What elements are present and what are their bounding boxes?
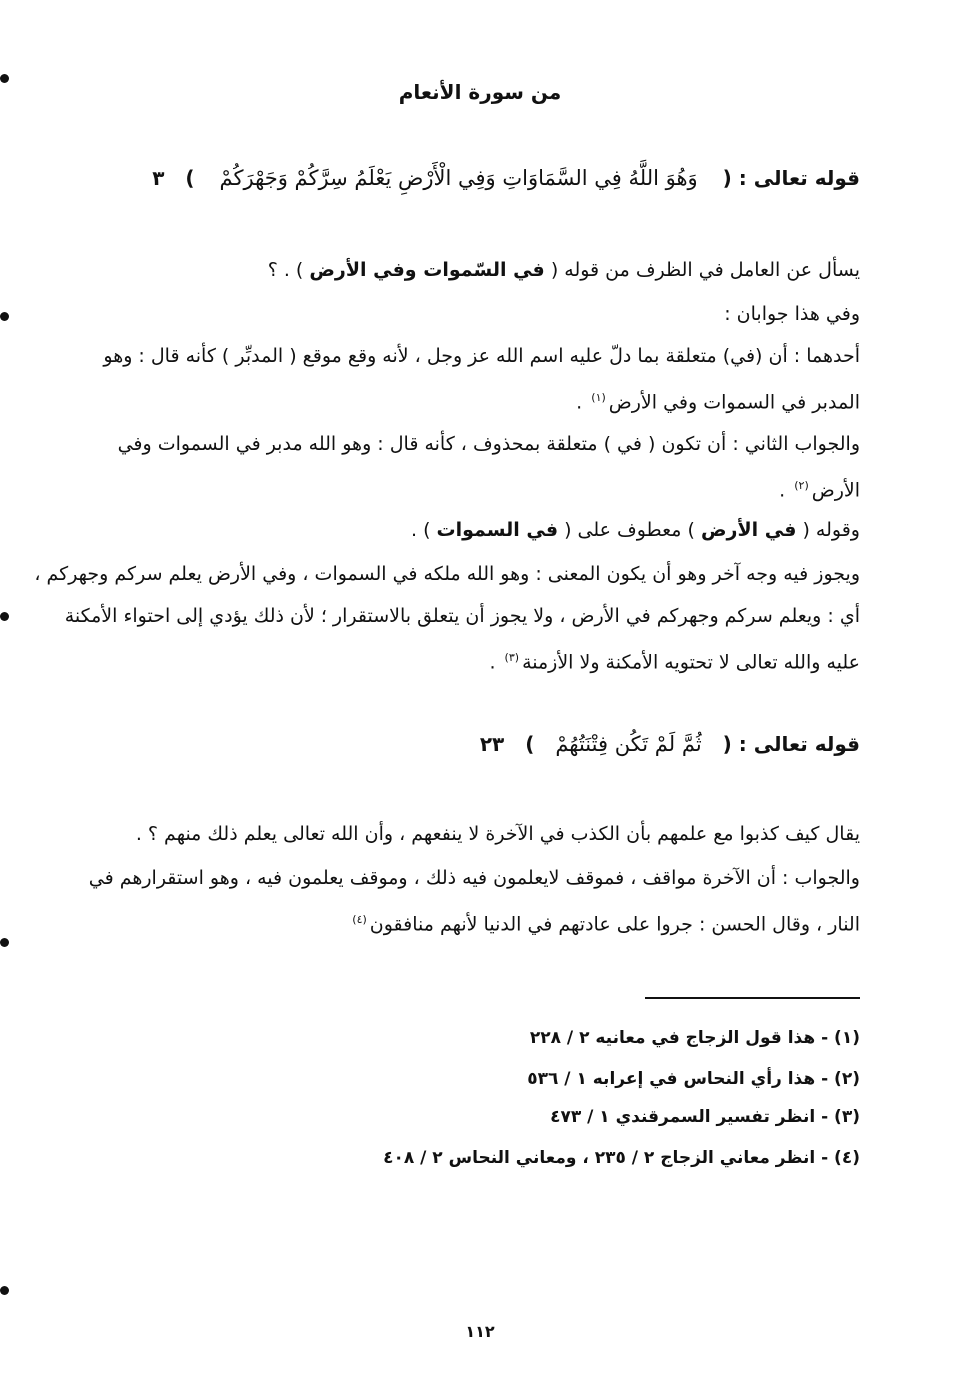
paragraph-text: وقوله (: [802, 519, 860, 541]
footnote-ref: (٢): [794, 479, 809, 492]
paragraph-line: يقال كيف كذبوا مع علمهم بأن الكذب في الآخرة لا ينفعهم ، وأن الله تعالى يعلم ذلك منهم ؟ .: [135, 823, 860, 845]
sentence-end: .: [779, 479, 786, 502]
verse-intro: قوله تعالى : (: [722, 166, 860, 190]
paragraph-text: ) معطوف على (: [564, 519, 695, 541]
binding-hole-mark: [0, 1286, 9, 1295]
verse-close-paren: ): [525, 732, 535, 756]
paragraph-line: [60, 384, 860, 416]
paragraph-line: والجواب : أن الآخرة مواقف ، فموقف لايعلمون فيه ذلك ، وموقف يعلمون فيه ، وهو استقرارهم في: [88, 867, 860, 889]
paragraph-line: [60, 516, 860, 544]
paragraph-line: ويجوز فيه وجه آخر وهو أن يكون المعنى : وهو الله ملكه في السموات ، وفي الأرض يعلم سركم وجهركم ،: [34, 563, 860, 585]
binding-hole-mark: [0, 612, 9, 621]
footnote-item: (٤) - انظر معاني الزجاج ٢ / ٢٣٥ ، ومعاني النحاس ٢ / ٤٠٨: [383, 1148, 860, 1168]
sentence-end: ) .: [410, 519, 431, 541]
question-line: [60, 256, 860, 284]
footnote-ref: (٣): [504, 651, 520, 664]
sentence-end: .: [489, 651, 496, 674]
footnote-item: (١) - هذا قول الزجاج في معانيه ٢ / ٢٢٨: [529, 1028, 860, 1048]
quoted-phrase: في السموات: [436, 519, 559, 541]
verse-line: [60, 730, 860, 758]
quoted-phrase: في الأرض: [701, 519, 797, 541]
verse-intro: قوله تعالى : (: [722, 732, 860, 756]
verse-line: [60, 164, 860, 192]
paragraph-line: والجواب الثاني : أن تكون ( في ) متعلقة بمحذوف ، كأنه قال : وهو الله مدبر في السموات وفي: [117, 433, 860, 455]
question-end: ) . ؟: [267, 259, 304, 281]
verse-close-paren: ): [185, 166, 195, 190]
binding-hole-mark: [0, 312, 9, 321]
footnote-item: (٣) - انظر تفسير السمرقندي ١ / ٤٧٣: [550, 1107, 860, 1127]
verse-number: ٢٣: [479, 732, 505, 756]
quran-text: وَهُوَ اللَّهُ فِي السَّمَاوَاتِ وَفِي الْأَرْضِ يَعْلَمُ سِرَّكُمْ وَجَهْرَكُمْ: [219, 166, 698, 190]
paragraph-text: المدبر في السموات وفي الأرض: [608, 391, 860, 414]
footnote-item: (٢) - هذا رأي النحاس في إعرابه ١ / ٥٣٦: [527, 1069, 860, 1089]
paragraph-line: أي : ويعلم سركم وجهركم في الأرض ، ولا يجوز أن يتعلق بالاستقرار ؛ لأن ذلك يؤدي إلى احتواء الأمكنة: [64, 605, 860, 627]
sentence-end: .: [576, 391, 583, 414]
footnote-ref: (٤): [352, 913, 367, 926]
question-text: يسأل عن العامل في الظرف من قوله (: [550, 259, 860, 281]
running-header: من سورة الأنعام: [398, 80, 562, 104]
quoted-phrase: في السّموات وفي الأرض: [309, 259, 545, 281]
paragraph-line: [60, 906, 860, 938]
paragraph-line: أحدهما : أن (في) متعلقة بما دلّ عليه اسم الله عز وجل ، لأنه وقع موقع ( المدبِّر ) كأنه قال : وهو: [103, 345, 860, 367]
paragraph-text: النار ، وقال الحسن : جروا على عادتهم في الدنيا لأنهم منافقون: [369, 913, 860, 936]
paragraph-line: [60, 472, 860, 504]
paragraph-line: وفي هذا جوابان :: [724, 303, 860, 325]
verse-number: ٣: [152, 166, 165, 190]
binding-hole-mark: [0, 938, 9, 947]
paragraph-line: [60, 644, 860, 676]
paragraph-text: الأرض: [811, 479, 860, 502]
quran-text: ثُمَّ لَمْ تَكُن فِتْنَتُهُمْ: [555, 732, 702, 756]
paragraph-text: عليه والله تعالى لا تحتويه الأمكنة ولا الأزمنة: [522, 651, 860, 674]
page-number: ١١٢: [465, 1322, 495, 1341]
footnote-separator: [645, 997, 860, 999]
footnote-ref: (١): [591, 391, 606, 404]
